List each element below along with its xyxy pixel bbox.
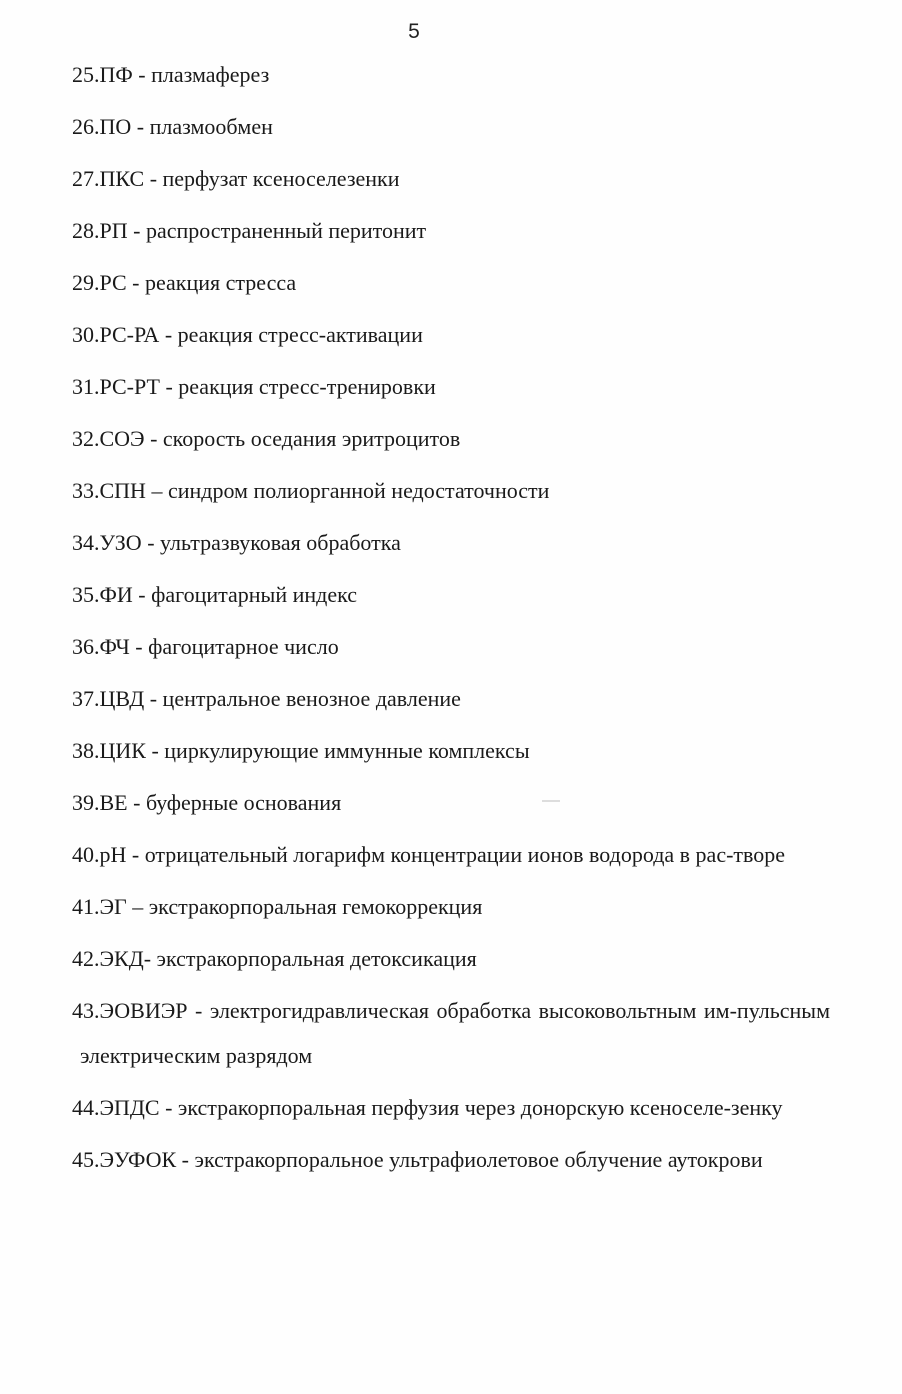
list-item [72, 572, 830, 617]
page-number: 5 [408, 20, 420, 43]
item-number: 41. [72, 894, 100, 919]
item-text: РС-РТ - реакция стресс-тренировки [99, 374, 436, 399]
item-text: ЭКД- экстракорпоральная детоксикация [99, 946, 477, 971]
item-number: 33. [72, 478, 100, 503]
list-item [72, 1085, 830, 1130]
item-text: ЦВД - центральное венозное давление [99, 686, 461, 711]
list-item [72, 676, 830, 721]
item-text: ПФ - плазмаферез [99, 62, 270, 87]
abbreviation-list [72, 52, 830, 1189]
list-item [72, 468, 830, 513]
item-number: 25. [72, 62, 100, 87]
item-number: 31. [72, 374, 100, 399]
item-number: 39. [72, 790, 100, 815]
list-item [72, 208, 830, 253]
list-item [72, 988, 830, 1078]
item-number: 34. [72, 530, 100, 555]
list-item [72, 52, 830, 97]
list-item [72, 104, 830, 149]
list-item [72, 936, 830, 981]
list-item [72, 156, 830, 201]
list-item [72, 780, 830, 825]
item-text: РП - распространенный перитонит [99, 218, 427, 243]
item-number: 32. [72, 426, 100, 451]
item-number: 30. [72, 322, 100, 347]
item-text: ЭПДС - экстракорпоральная перфузия через донорскую ксеноселе-зенку [99, 1095, 783, 1120]
item-number: 27. [72, 166, 100, 191]
item-text: УЗО - ультразвуковая обработка [99, 530, 401, 555]
item-text: РС-РА - реакция стресс-активации [99, 322, 423, 347]
item-text: ЭУФОК - экстракорпоральное ультрафиолетовое облучение аутокрови [99, 1147, 763, 1172]
list-item [72, 1137, 830, 1182]
item-text: ФЧ - фагоцитарное число [99, 634, 339, 659]
list-item [72, 416, 830, 461]
item-text: ПО - плазмообмен [99, 114, 273, 139]
item-number: 43. [72, 998, 100, 1023]
item-text: СПН – синдром полиорганной недостаточности [99, 478, 550, 503]
item-number: 38. [72, 738, 100, 763]
list-item [72, 728, 830, 773]
list-item [72, 884, 830, 929]
list-item [72, 260, 830, 305]
item-number: 35. [72, 582, 100, 607]
item-text: ЦИК - циркулирующие иммунные комплексы [99, 738, 530, 763]
item-number: 42. [72, 946, 100, 971]
list-item [72, 520, 830, 565]
list-item [72, 624, 830, 669]
item-text: ЭГ – экстракорпоральная гемокоррекция [99, 894, 483, 919]
list-item [72, 312, 830, 357]
item-text: ФИ - фагоцитарный индекс [99, 582, 358, 607]
list-item [72, 364, 830, 409]
item-text: ВЕ - буферные основания [99, 790, 342, 815]
item-number: 45. [72, 1147, 100, 1172]
item-number: 44. [72, 1095, 100, 1120]
item-text: СОЭ - скорость оседания эритроцитов [99, 426, 461, 451]
item-number: 37. [72, 686, 100, 711]
scan-speck [542, 800, 560, 802]
item-number: 28. [72, 218, 100, 243]
item-text: ПКС - перфузат ксеноселезенки [99, 166, 400, 191]
item-text: РС - реакция стресса [99, 270, 297, 295]
item-text: рН - отрицательный логарифм концентрации ионов водорода в рас-твоpe [99, 842, 786, 867]
item-number: 40. [72, 842, 100, 867]
item-text: ЭОВИЭР - электрогидравлическая обработка высоковольтным им-пульсным электрическим разрядом [80, 998, 830, 1068]
list-item [72, 832, 830, 877]
item-number: 26. [72, 114, 100, 139]
item-number: 29. [72, 270, 100, 295]
item-number: 36. [72, 634, 100, 659]
